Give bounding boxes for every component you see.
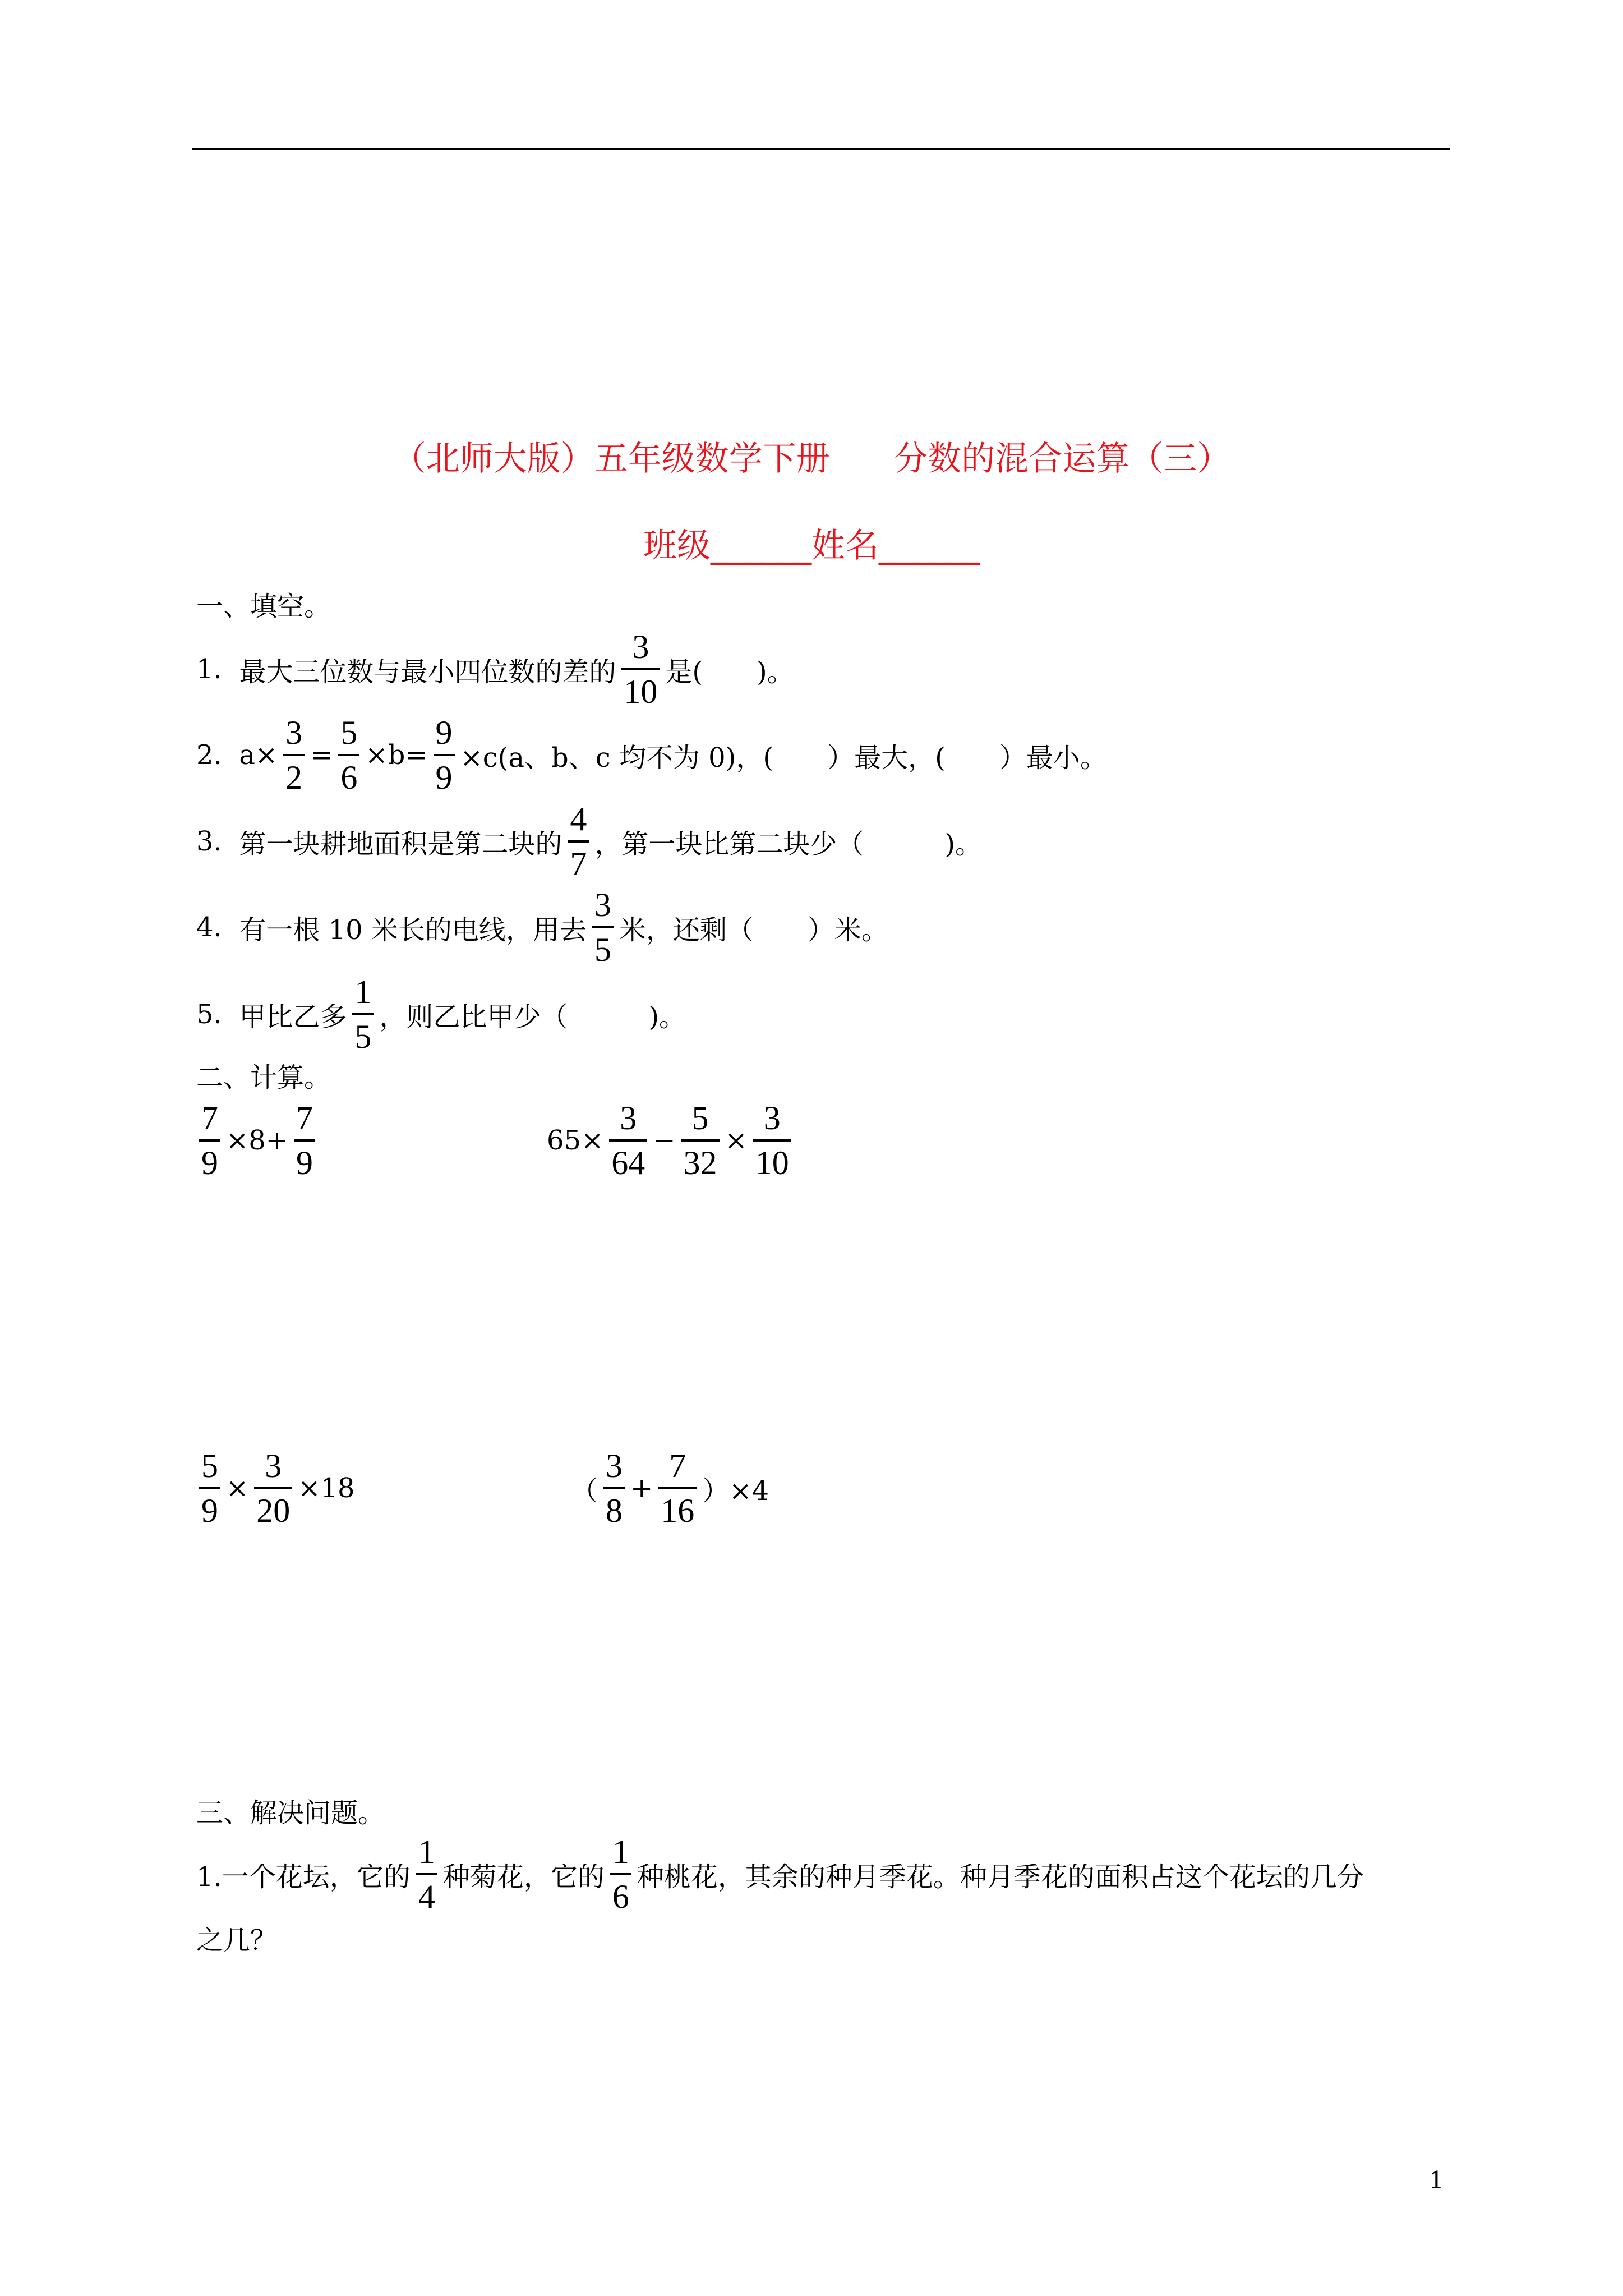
p1-fraction-2: $\frac{1}{6}$ xyxy=(610,1833,631,1915)
q3-text-a: 第一块耕地面积是第二块的 xyxy=(239,828,562,860)
p1-text-c: 种桃花，其余的种月季花。种月季花的面积占这个花坛的几分 xyxy=(637,1861,1364,1893)
q4-text-b: 米，还剩（ ）米。 xyxy=(619,914,888,946)
q3-number: 3. xyxy=(196,826,222,857)
expression-4 xyxy=(571,1447,769,1529)
expression-3 xyxy=(193,1447,355,1529)
e3-fraction-1: $\frac{5}{9}$ xyxy=(199,1447,220,1529)
title-left: （北师大版）五年级数学下册 xyxy=(392,439,830,478)
e2-op-b: − xyxy=(653,1125,676,1156)
q5-text-b: ，则乙比甲少（ )。 xyxy=(379,1001,686,1033)
q2-fraction-3: $\frac{9}{9}$ xyxy=(434,714,455,796)
q2-text-d: ×c(a、b、c 均不为 0)，( ）最大，( ）最小。 xyxy=(460,742,1107,774)
class-name-line: 班级______姓名______ xyxy=(643,526,980,565)
e2-op-a: 65× xyxy=(547,1125,604,1156)
expression-2 xyxy=(547,1099,797,1181)
q1-text-a: 最大三位数与最小四位数的差的 xyxy=(239,656,616,688)
q1-fraction: $\frac{3}{10}$ xyxy=(621,628,660,710)
q5-fraction: $\frac{1}{5}$ xyxy=(352,973,374,1055)
q1-text-b: 是( )。 xyxy=(665,656,794,688)
worksheet-title xyxy=(0,432,1623,480)
q3-text-b: ，第一块比第二块少（ )。 xyxy=(594,828,983,860)
title-right: 分数的混合运算（三） xyxy=(894,439,1231,478)
header-rule xyxy=(192,148,1450,150)
q5-text-a: 甲比乙多 xyxy=(239,1001,347,1033)
p1-text-b: 种菊花，它的 xyxy=(442,1861,605,1893)
e3-fraction-2: $\frac{3}{20}$ xyxy=(254,1447,292,1529)
p1-text-a: 1.一个花坛，它的 xyxy=(196,1861,411,1893)
section1-heading: 一、填空。 xyxy=(196,591,331,622)
e4-paren-close: ）×4 xyxy=(702,1475,769,1507)
q2-fraction-2: $\frac{5}{6}$ xyxy=(338,714,359,796)
question-5 xyxy=(196,973,686,1055)
e3-op-a: × xyxy=(226,1473,249,1504)
q5-number: 5. xyxy=(196,999,222,1030)
q4-text-a: 有一根 10 米长的电线，用去 xyxy=(239,914,587,946)
q2-text-c: ×b= xyxy=(365,739,428,771)
e2-fraction-3: $\frac{3}{10}$ xyxy=(753,1099,791,1181)
question-2 xyxy=(196,714,1107,796)
section2-heading: 二、计算。 xyxy=(196,1062,331,1093)
e1-fraction-1: $\frac{7}{9}$ xyxy=(199,1099,220,1181)
e2-fraction-1: $\frac{3}{64}$ xyxy=(609,1099,647,1181)
e4-paren-open: （ xyxy=(571,1475,598,1507)
e2-fraction-2: $\frac{5}{32}$ xyxy=(681,1099,720,1181)
q1-number: 1. xyxy=(196,654,222,685)
q4-number: 4. xyxy=(196,912,222,943)
p1-fraction-1: $\frac{1}{4}$ xyxy=(416,1833,437,1915)
expression-1 xyxy=(193,1099,321,1181)
e1-fraction-2: $\frac{7}{9}$ xyxy=(294,1099,315,1181)
question-4 xyxy=(196,886,888,968)
question-1 xyxy=(196,628,794,710)
e4-fraction-2: $\frac{7}{16}$ xyxy=(658,1447,697,1529)
q4-fraction: $\frac{3}{5}$ xyxy=(592,886,614,968)
q3-fraction: $\frac{4}{7}$ xyxy=(568,800,589,882)
e2-op-c: × xyxy=(725,1125,748,1156)
e4-fraction-1: $\frac{3}{8}$ xyxy=(603,1447,625,1529)
section3-heading: 三、解决问题。 xyxy=(196,1797,385,1829)
p1-text-d: 之几？ xyxy=(196,1925,278,1956)
q2-text-b: = xyxy=(310,739,333,771)
q2-fraction-1: $\frac{3}{2}$ xyxy=(283,714,305,796)
problem-1 xyxy=(196,1833,1364,1915)
e1-op: ×8+ xyxy=(226,1125,288,1156)
q2-number: 2. xyxy=(196,739,222,771)
e4-op: + xyxy=(630,1473,653,1504)
question-3 xyxy=(196,800,982,882)
page-number: 1 xyxy=(1429,2166,1444,2194)
e3-op-b: ×18 xyxy=(298,1473,355,1504)
q2-text-a: a× xyxy=(239,739,278,771)
